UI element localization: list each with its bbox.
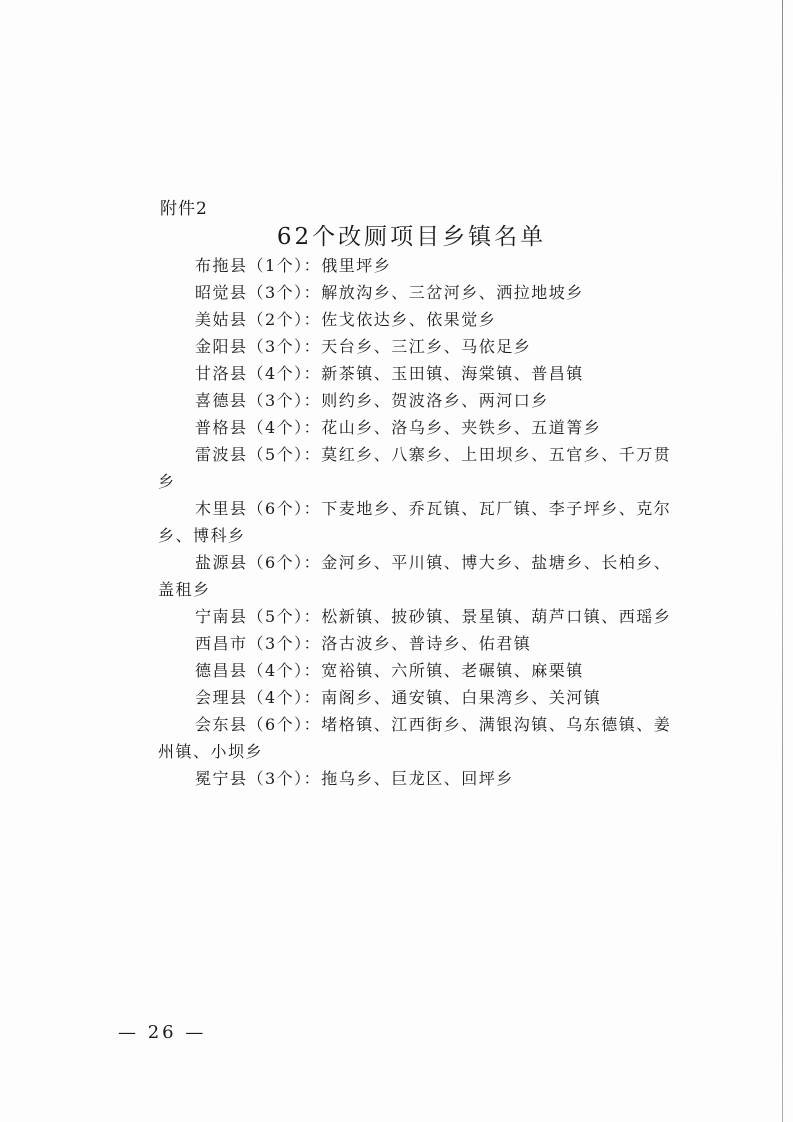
county-name: 昭觉县（3个）： (195, 283, 322, 302)
list-item (158, 765, 678, 792)
list-item (158, 495, 678, 549)
town-list: 则约乡、贺波洛乡、两河口乡 (321, 391, 549, 410)
list-item (158, 387, 678, 414)
county-name: 冕宁县（3个）： (195, 769, 322, 788)
county-name: 美姑县（2个）： (195, 310, 322, 329)
county-name: 德昌县（4个）： (195, 661, 322, 680)
county-name: 甘洛县（4个）： (195, 364, 322, 383)
town-list: 下麦地乡、乔瓦镇、瓦厂镇、李子坪乡、克尔乡、博科乡 (158, 499, 672, 545)
town-list: 佐戈依达乡、依果觉乡 (321, 310, 497, 329)
town-list: 解放沟乡、三岔河乡、洒拉地坡乡 (321, 283, 584, 302)
county-name: 会理县（4个）： (195, 688, 322, 707)
town-list: 洛古波乡、普诗乡、佑君镇 (321, 634, 532, 653)
document-title: 62个改厕项目乡镇名单 (276, 224, 547, 250)
attachment-label: 附件2 (160, 199, 208, 219)
list-item (158, 360, 678, 387)
list-item (158, 603, 678, 630)
county-name: 会东县（6个）： (195, 715, 322, 734)
list-item (158, 306, 678, 333)
county-name: 布拖县（1个）： (195, 256, 322, 275)
list-item (158, 657, 678, 684)
list-item (158, 711, 678, 765)
list-item (158, 252, 678, 279)
town-list: 金河乡、平川镇、博大乡、盐塘乡、长柏乡、盖租乡 (158, 553, 672, 599)
town-list: 天台乡、三江乡、马依足乡 (321, 337, 532, 356)
page-number: — 26 — (118, 1022, 207, 1043)
page-edge-line (782, 0, 783, 1122)
list-item (158, 414, 678, 441)
list-item (158, 549, 678, 603)
township-list (158, 252, 678, 792)
town-list: 松新镇、披砂镇、景星镇、葫芦口镇、西瑶乡 (321, 607, 672, 626)
list-item (158, 279, 678, 306)
county-name: 盐源县（6个）： (195, 553, 322, 572)
list-item (158, 630, 678, 657)
county-name: 西昌市（3个）： (195, 634, 322, 653)
town-list: 拖乌乡、巨龙区、回坪乡 (321, 769, 514, 788)
town-list: 俄里坪乡 (321, 256, 392, 275)
county-name: 宁南县（5个）： (195, 607, 322, 626)
county-name: 普格县（4个）： (195, 418, 322, 437)
county-name: 雷波县（5个）： (195, 445, 322, 464)
town-list: 宽裕镇、六所镇、老碾镇、麻栗镇 (321, 661, 584, 680)
list-item (158, 684, 678, 711)
town-list: 南阁乡、通安镇、白果湾乡、关河镇 (321, 688, 602, 707)
county-name: 金阳县（3个）： (195, 337, 322, 356)
town-list: 堵格镇、江西街乡、满银沟镇、乌东德镇、姜州镇、小坝乡 (158, 715, 672, 761)
list-item (158, 441, 678, 495)
town-list: 莫红乡、八寨乡、上田坝乡、五官乡、千万贯乡 (158, 445, 672, 491)
town-list: 新茶镇、玉田镇、海棠镇、普昌镇 (321, 364, 584, 383)
county-name: 木里县（6个）： (195, 499, 322, 518)
county-name: 喜德县（3个）： (195, 391, 322, 410)
town-list: 花山乡、洛乌乡、夹铁乡、五道箐乡 (321, 418, 602, 437)
list-item (158, 333, 678, 360)
